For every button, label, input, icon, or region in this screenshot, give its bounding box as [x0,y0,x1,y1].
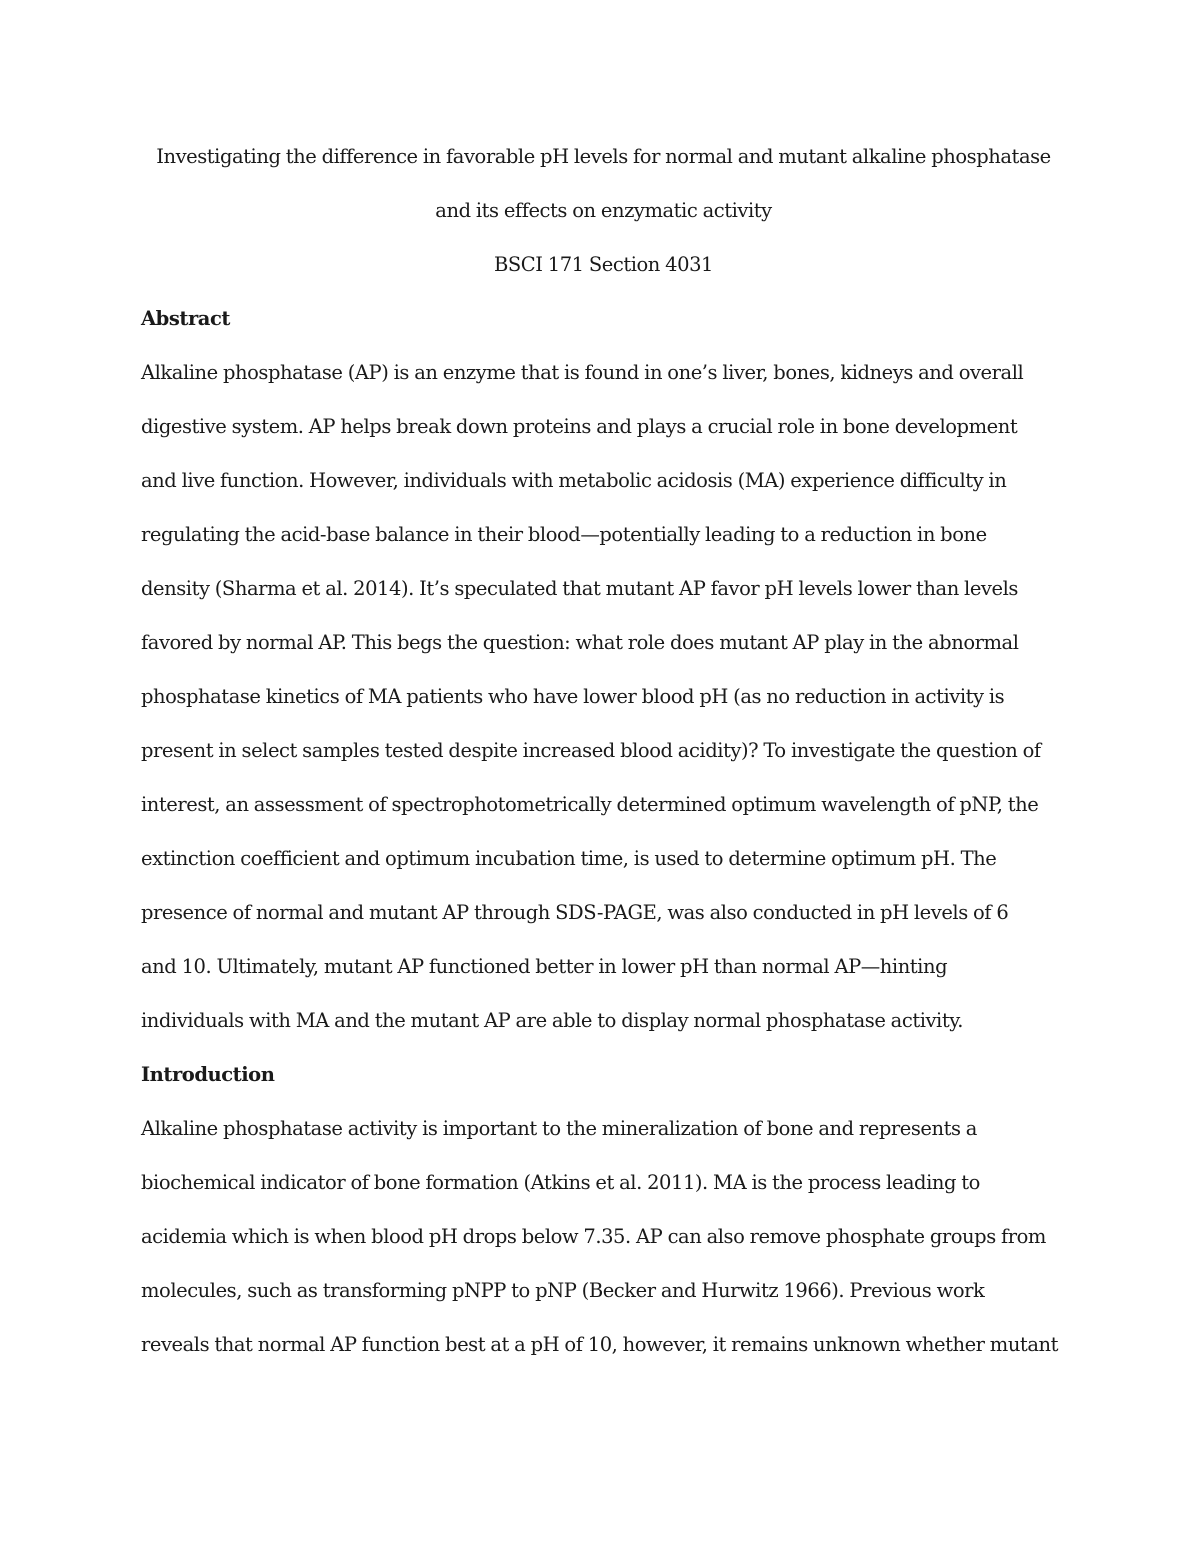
abstract-line: regulating the acid-base balance in their blood—potentially leading to a reduction in bone [141,523,987,546]
abstract-heading: Abstract [141,307,230,330]
introduction-line: biochemical indicator of bone formation (Atkins et al. 2011). MA is the process leading to [141,1171,980,1194]
abstract-line: interest, an assessment of spectrophotometrically determined optimum wavelength of pNP, the [141,793,1039,816]
introduction-line: Alkaline phosphatase activity is important to the mineralization of bone and represents a [141,1117,977,1140]
abstract-line: presence of normal and mutant AP through SDS-PAGE, was also conducted in pH levels of 6 [141,901,1009,924]
abstract-line: phosphatase kinetics of MA patients who have lower blood pH (as no reduction in activity is [141,685,1005,708]
abstract-line: digestive system. AP helps break down proteins and plays a crucial role in bone development [141,415,1018,438]
abstract-line: individuals with MA and the mutant AP are able to display normal phosphatase activity. [141,1009,963,1032]
abstract-line: Alkaline phosphatase (AP) is an enzyme that is found in one’s liver, bones, kidneys and overall [141,361,1024,384]
introduction-line: molecules, such as transforming pNPP to pNP (Becker and Hurwitz 1966). Previous work [141,1279,985,1302]
title-line-2: and its effects on enzymatic activity [435,199,772,222]
title-line-1: Investigating the difference in favorable pH levels for normal and mutant alkaline phosphatase [156,145,1051,168]
abstract-line: present in select samples tested despite increased blood acidity)? To investigate the question of [141,739,1041,762]
introduction-line: reveals that normal AP function best at a pH of 10, however, it remains unknown whether mutant [141,1333,1058,1356]
abstract-line: extinction coefficient and optimum incubation time, is used to determine optimum pH. The [141,847,997,870]
abstract-line: and live function. However, individuals with metabolic acidosis (MA) experience difficulty in [141,469,1007,492]
document-body [141,130,1066,1372]
course-line: BSCI 171 Section 4031 [494,253,713,276]
abstract-line: density (Sharma et al. 2014). It’s speculated that mutant AP favor pH levels lower than levels [141,577,1018,600]
introduction-heading: Introduction [141,1063,275,1086]
abstract-line: favored by normal AP. This begs the question: what role does mutant AP play in the abnormal [141,631,1019,654]
introduction-line: acidemia which is when blood pH drops below 7.35. AP can also remove phosphate groups from [141,1225,1046,1248]
abstract-line: and 10. Ultimately, mutant AP functioned better in lower pH than normal AP—hinting [141,955,948,978]
